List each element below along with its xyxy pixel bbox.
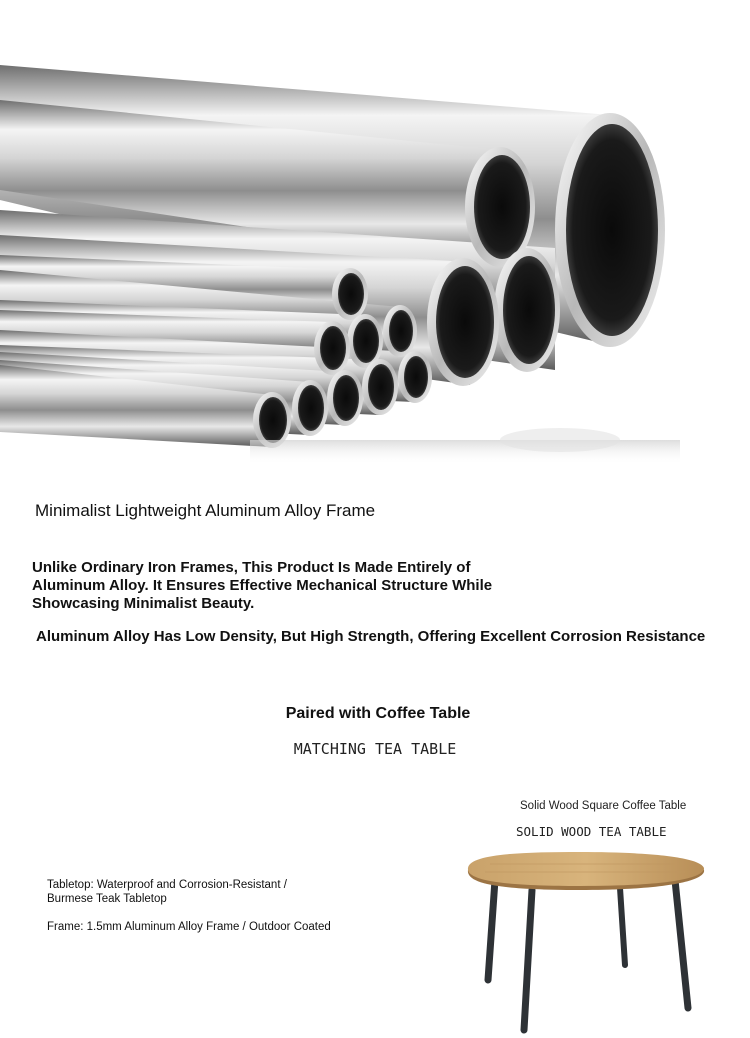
frame-spec: Frame: 1.5mm Aluminum Alloy Frame / Outdoor Coated (47, 921, 331, 933)
frame-description (32, 559, 592, 613)
frame-description-line: Unlike Ordinary Iron Frames, This Product Is Made Entirely of (32, 559, 471, 576)
aluminum-tubes-image (0, 40, 750, 470)
coffee-table-label: Solid Wood Square Coffee Table (520, 800, 687, 812)
coffee-table-image (460, 850, 710, 1035)
paired-title: Paired with Coffee Table (285, 705, 471, 722)
tabletop-spec-line: Burmese Teak Tabletop (47, 893, 167, 905)
tabletop-spec (47, 878, 337, 906)
coffee-table-sublabel: SOLID WOOD TEA TABLE (516, 824, 667, 839)
paired-subtitle: MATCHING TEA TABLE (293, 740, 457, 758)
tabletop-spec-line: Tabletop: Waterproof and Corrosion-Resistant / (47, 879, 287, 891)
alloy-properties-text: Aluminum Alloy Has Low Density, But High Strength, Offering Excellent Corrosion Resistance (36, 628, 706, 645)
frame-description-line: Aluminum Alloy. It Ensures Effective Mechanical Structure While (32, 577, 493, 594)
frame-heading: Minimalist Lightweight Aluminum Alloy Frame (35, 501, 376, 520)
frame-description-line: Showcasing Minimalist Beauty. (32, 595, 255, 612)
